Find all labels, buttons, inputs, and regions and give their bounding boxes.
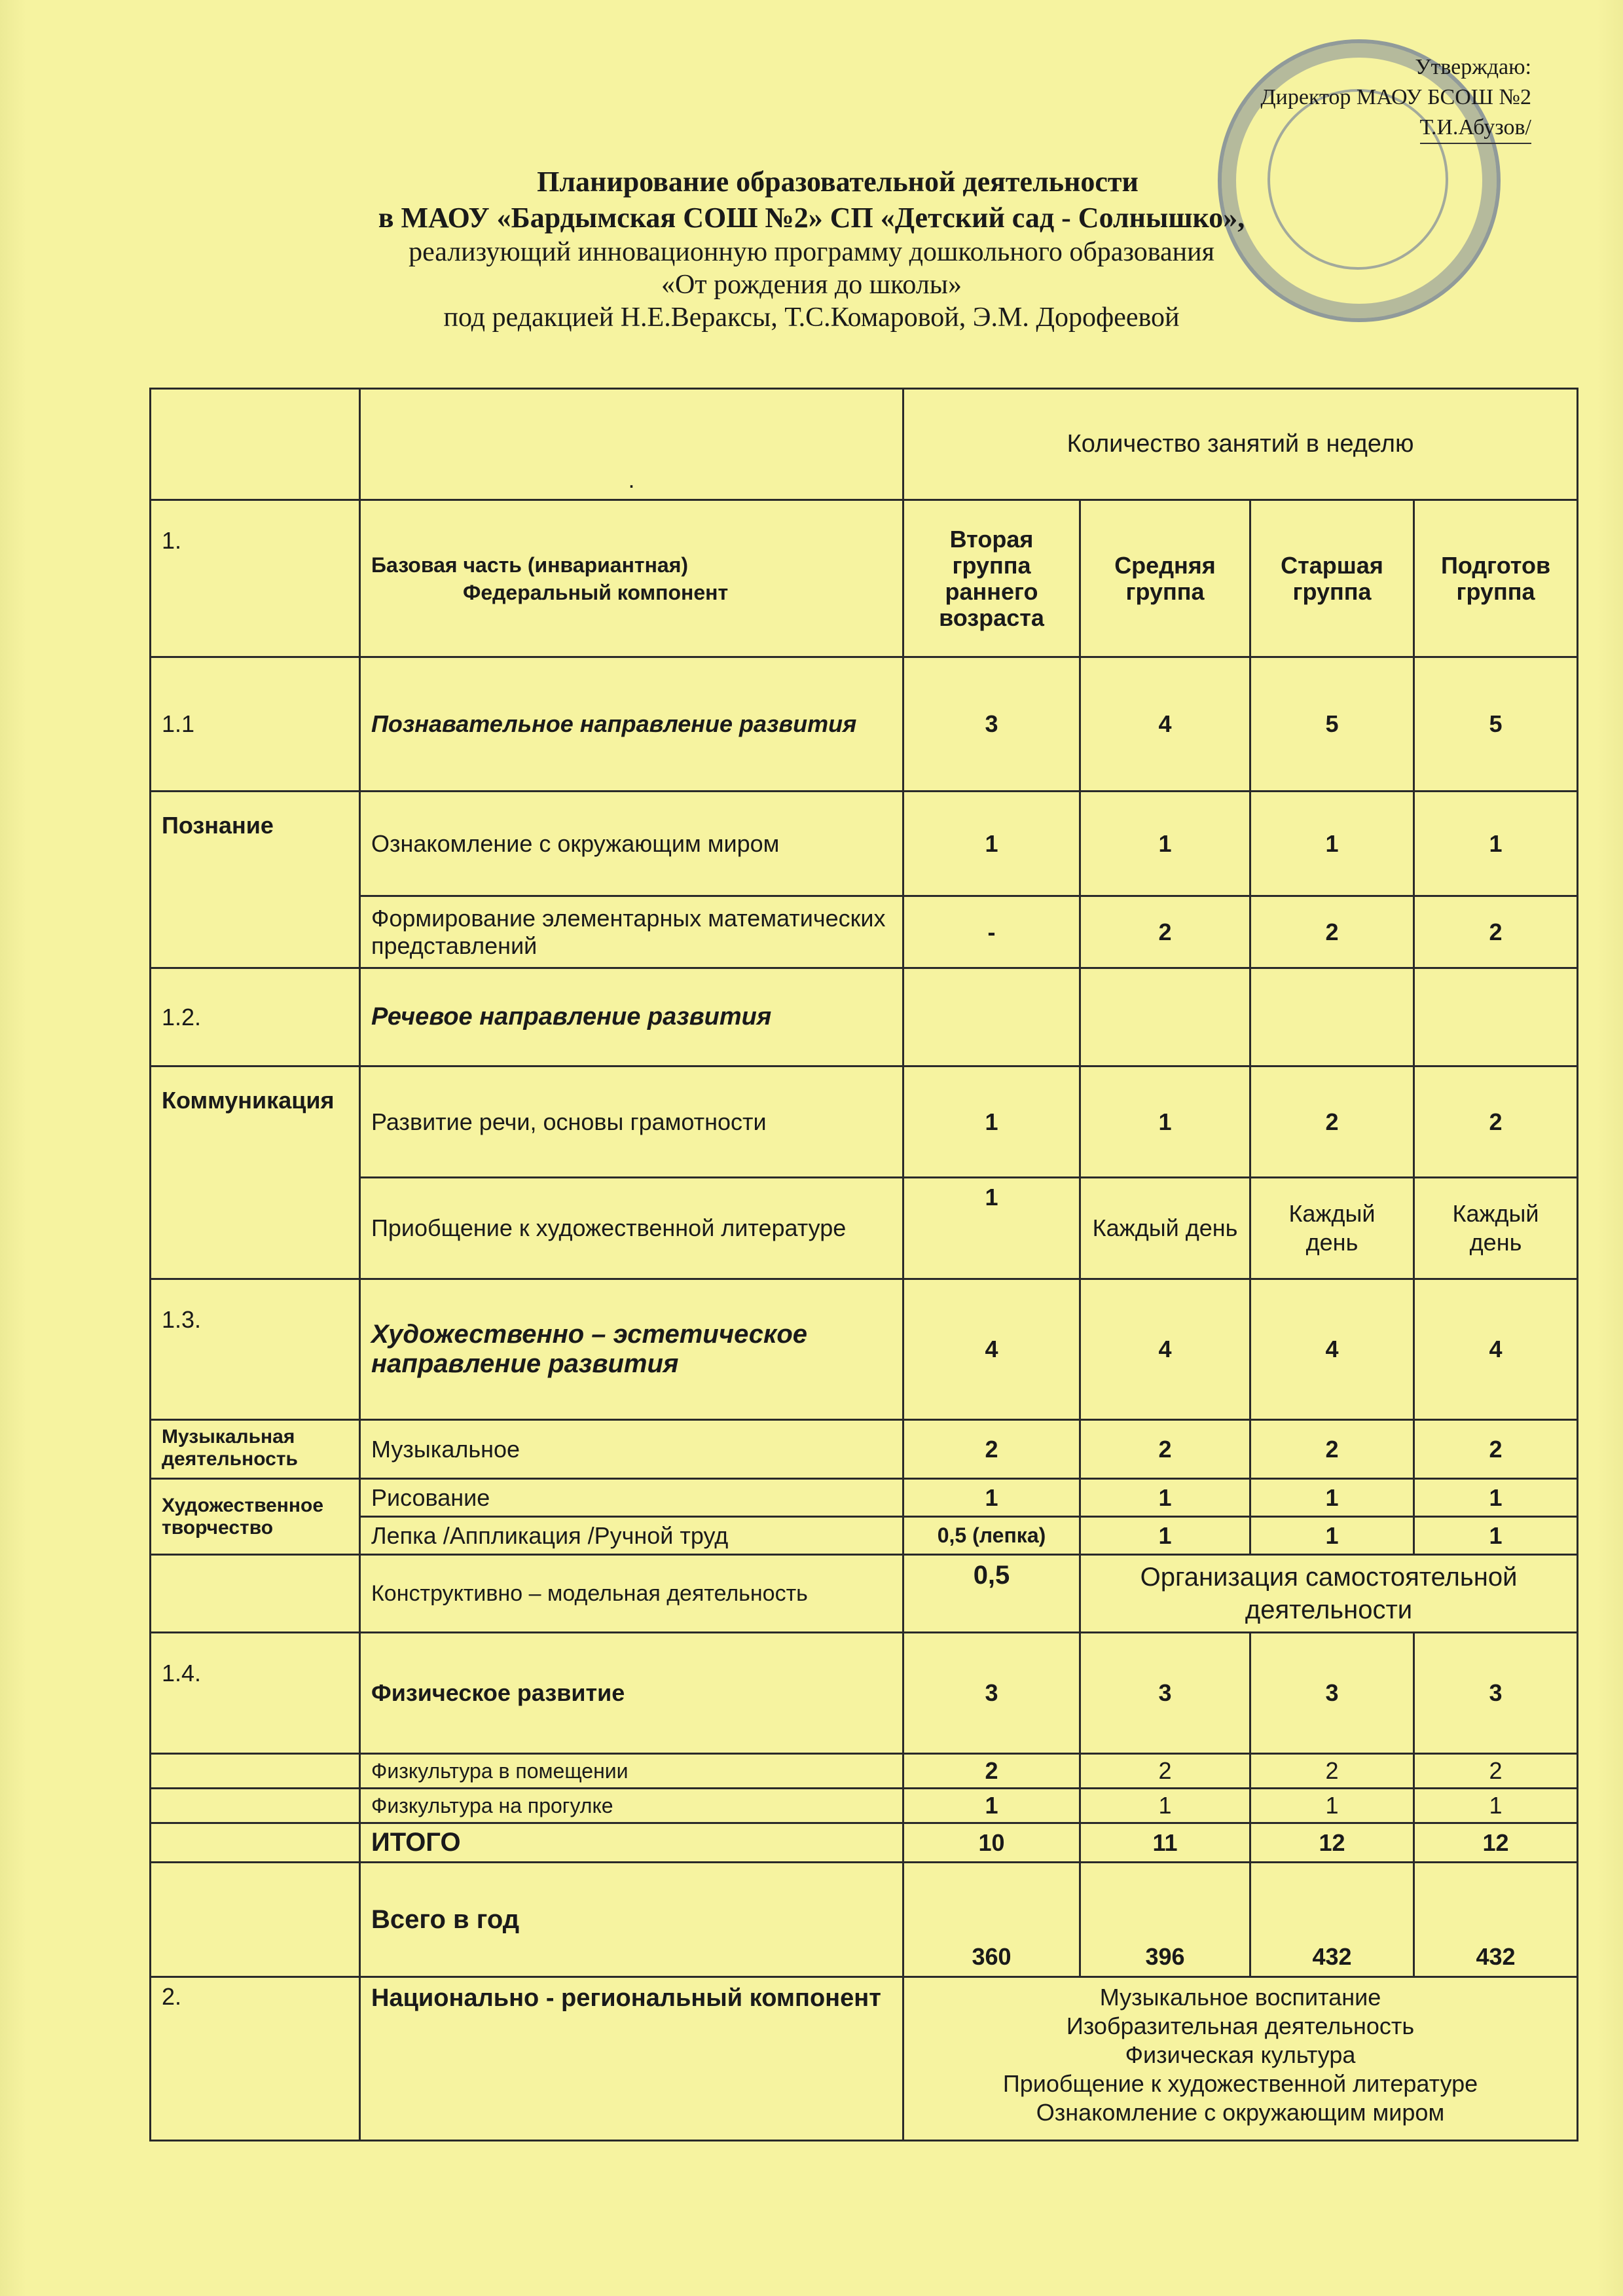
activity-name: Формирование элементарных математических представлений xyxy=(360,896,903,968)
table-cell: 5 xyxy=(1250,657,1414,792)
base-part-label xyxy=(360,500,903,657)
table-row xyxy=(151,1517,1578,1555)
row-number: 1.3. xyxy=(151,1279,360,1420)
area-label xyxy=(151,1555,360,1633)
table-cell xyxy=(151,1754,360,1789)
table-cell: 1 xyxy=(1080,1789,1250,1823)
table-cell: 2 xyxy=(1080,1420,1250,1479)
base-part-line-2: Федеральный компонент xyxy=(463,580,729,604)
table-cell: 2 xyxy=(1250,896,1414,968)
table-cell: 1 xyxy=(1080,1479,1250,1517)
activity-name: Конструктивно – модельная деятельность xyxy=(360,1555,903,1633)
table-cell: 3 xyxy=(1080,1633,1250,1754)
table-header-row xyxy=(151,389,1578,500)
table-cell: 12 xyxy=(1250,1823,1414,1863)
activity-name: Развитие речи, основы грамотности xyxy=(360,1066,903,1178)
table-cell: 3 xyxy=(903,1633,1080,1754)
table-cell xyxy=(151,1863,360,1977)
table-cell: 2 xyxy=(1414,1754,1578,1789)
table-row xyxy=(151,1555,1578,1633)
table-cell: 2 xyxy=(1250,1066,1414,1178)
table-cell: 1 xyxy=(1414,1517,1578,1555)
table-cell: 11 xyxy=(1080,1823,1250,1863)
table-cell: 396 xyxy=(1080,1863,1250,1977)
activity-name: Рисование xyxy=(360,1479,903,1517)
document-title xyxy=(0,164,1623,334)
activity-name: Физкультура в помещении xyxy=(360,1754,903,1789)
table-cell: 1 xyxy=(903,1479,1080,1517)
row-number: 1.2. xyxy=(151,968,360,1066)
table-row-section xyxy=(151,1279,1578,1420)
table-cell: 1 xyxy=(1250,792,1414,896)
table-cell: 2 xyxy=(903,1754,1080,1789)
table-cell: 2 xyxy=(903,1420,1080,1479)
table-cell xyxy=(1414,968,1578,1066)
table-cell: 1 xyxy=(1414,792,1578,896)
table-cell xyxy=(1250,968,1414,1066)
table-cell: 1 xyxy=(1414,1479,1578,1517)
table-cell: 1 xyxy=(1080,792,1250,896)
table-cell: 4 xyxy=(903,1279,1080,1420)
area-label: Музыкальная деятельность xyxy=(151,1420,360,1479)
table-cell: - xyxy=(903,896,1080,968)
activity-name: Лепка /Аппликация /Ручной труд xyxy=(360,1517,903,1555)
area-label: Коммуникация xyxy=(151,1066,360,1279)
table-cell: 5 xyxy=(1414,657,1578,792)
area-label: Познание xyxy=(151,792,360,968)
schedule-table xyxy=(149,388,1578,2141)
table-cell xyxy=(1080,968,1250,1066)
table-row xyxy=(151,1789,1578,1823)
table-cell: 1 xyxy=(903,1066,1080,1178)
activity-name: Музыкальное xyxy=(360,1420,903,1479)
row-number: 2. xyxy=(151,1977,360,2141)
table-row xyxy=(151,1420,1578,1479)
table-cell: 4 xyxy=(1080,1279,1250,1420)
table-cell: 1 xyxy=(1414,1789,1578,1823)
table-cell: 1 xyxy=(1250,1479,1414,1517)
table-cell: 10 xyxy=(903,1823,1080,1863)
table-cell: 2 xyxy=(1414,896,1578,968)
list-item: Ознакомление с окружающим миром xyxy=(1036,2099,1445,2126)
table-cell: 432 xyxy=(1250,1863,1414,1977)
table-cell: 1 xyxy=(903,792,1080,896)
section-title: Национально - региональный компонент xyxy=(360,1977,903,2141)
table-cell: 2 xyxy=(1250,1420,1414,1479)
table-cell: 2 xyxy=(1080,896,1250,968)
activity-name: Ознакомление с окружающим миром xyxy=(360,792,903,896)
section-title: Художественно – эстетическое направление развития xyxy=(360,1279,903,1420)
table-cell: 1 xyxy=(903,1178,1080,1279)
table-cell: Каждый день xyxy=(1080,1178,1250,1279)
header-weekly-count: Количество занятий в неделю xyxy=(903,389,1578,500)
table-cell: 4 xyxy=(1080,657,1250,792)
group-header: Старшая группа xyxy=(1250,500,1414,657)
row-number: 1. xyxy=(151,500,360,657)
header-dot: . xyxy=(360,389,903,500)
approval-line-1: Утверждаю: xyxy=(1415,55,1531,79)
table-row xyxy=(151,896,1578,968)
table-cell: 4 xyxy=(1250,1279,1414,1420)
approval-block xyxy=(1260,52,1531,144)
list-item: Музыкальное воспитание xyxy=(1099,1984,1381,2011)
activity-name: Физкультура на прогулке xyxy=(360,1789,903,1823)
title-line-1: Планирование образовательной деятельности xyxy=(537,166,1139,198)
table-cell: 12 xyxy=(1414,1823,1578,1863)
table-cell xyxy=(151,1823,360,1863)
table-cell: 3 xyxy=(903,657,1080,792)
table-row-section xyxy=(151,1633,1578,1754)
area-label: Художественное творчество xyxy=(151,1479,360,1555)
title-line-4: «От рождения до школы» xyxy=(661,270,962,300)
title-line-3: реализующий инновационную программу дошкольного образования xyxy=(409,237,1214,267)
section-title: Физическое развитие xyxy=(360,1633,903,1754)
base-part-line-1: Базовая часть (инвариантная) xyxy=(371,553,689,577)
table-cell: 360 xyxy=(903,1863,1080,1977)
table-cell: Каждый день xyxy=(1414,1178,1578,1279)
list-item: Физическая культура xyxy=(1125,2041,1356,2068)
total-label: ИТОГО xyxy=(360,1823,903,1863)
table-cell: 0,5 (лепка) xyxy=(903,1517,1080,1555)
table-row xyxy=(151,1178,1578,1279)
table-row-section xyxy=(151,968,1578,1066)
approval-signature: Т.И.Абузов/ xyxy=(1420,113,1531,144)
table-cell: 432 xyxy=(1414,1863,1578,1977)
group-header: Подготов группа xyxy=(1414,500,1578,657)
title-line-2: в МАОУ «Бардымская СОШ №2» СП «Детский сад - Солнышко», xyxy=(378,202,1245,234)
table-cell: 1 xyxy=(1080,1517,1250,1555)
row-number: 1.1 xyxy=(151,657,360,792)
table-cell: 1 xyxy=(1250,1789,1414,1823)
approval-line-2: Директор МАОУ БСОШ №2 xyxy=(1260,85,1531,109)
group-header: Вторая группа раннего возраста xyxy=(903,500,1080,657)
table-cell: Организация самостоятельной деятельности xyxy=(1080,1555,1578,1633)
activity-name: Приобщение к художественной литературе xyxy=(360,1178,903,1279)
table-row xyxy=(151,1479,1578,1517)
table-cell: 2 xyxy=(1250,1754,1414,1789)
table-row-year xyxy=(151,1863,1578,1977)
table-cell: Каждый день xyxy=(1250,1178,1414,1279)
table-cell: 1 xyxy=(1080,1066,1250,1178)
table-cell: 4 xyxy=(1414,1279,1578,1420)
header-empty-cell xyxy=(151,389,360,500)
section-title: Речевое направление развития xyxy=(360,968,903,1066)
table-cell: 3 xyxy=(1250,1633,1414,1754)
table-row-total xyxy=(151,1823,1578,1863)
section-title: Познавательное направление развития xyxy=(360,657,903,792)
table-cell: 2 xyxy=(1080,1754,1250,1789)
table-cell: 1 xyxy=(1250,1517,1414,1555)
list-item: Изобразительная деятельность xyxy=(1066,2013,1415,2039)
table-row xyxy=(151,1066,1578,1178)
table-cell: 3 xyxy=(1414,1633,1578,1754)
table-row-regional xyxy=(151,1977,1578,2141)
list-item: Приобщение к художественной литературе xyxy=(1002,2070,1478,2097)
regional-list xyxy=(903,1977,1578,2141)
year-label: Всего в год xyxy=(360,1863,903,1977)
row-number: 1.4. xyxy=(151,1633,360,1754)
table-cell: 0,5 xyxy=(903,1555,1080,1633)
table-row xyxy=(151,792,1578,896)
table-cell xyxy=(151,1789,360,1823)
title-line-5: под редакцией Н.Е.Вераксы, Т.С.Комаровой, Э.М. Дорофеевой xyxy=(443,302,1180,333)
table-cell: 2 xyxy=(1414,1066,1578,1178)
table-cell xyxy=(903,968,1080,1066)
group-header: Средняя группа xyxy=(1080,500,1250,657)
table-cell: 1 xyxy=(903,1789,1080,1823)
table-cell: 2 xyxy=(1414,1420,1578,1479)
table-row xyxy=(151,1754,1578,1789)
table-row-base xyxy=(151,500,1578,657)
table-row-section xyxy=(151,657,1578,792)
